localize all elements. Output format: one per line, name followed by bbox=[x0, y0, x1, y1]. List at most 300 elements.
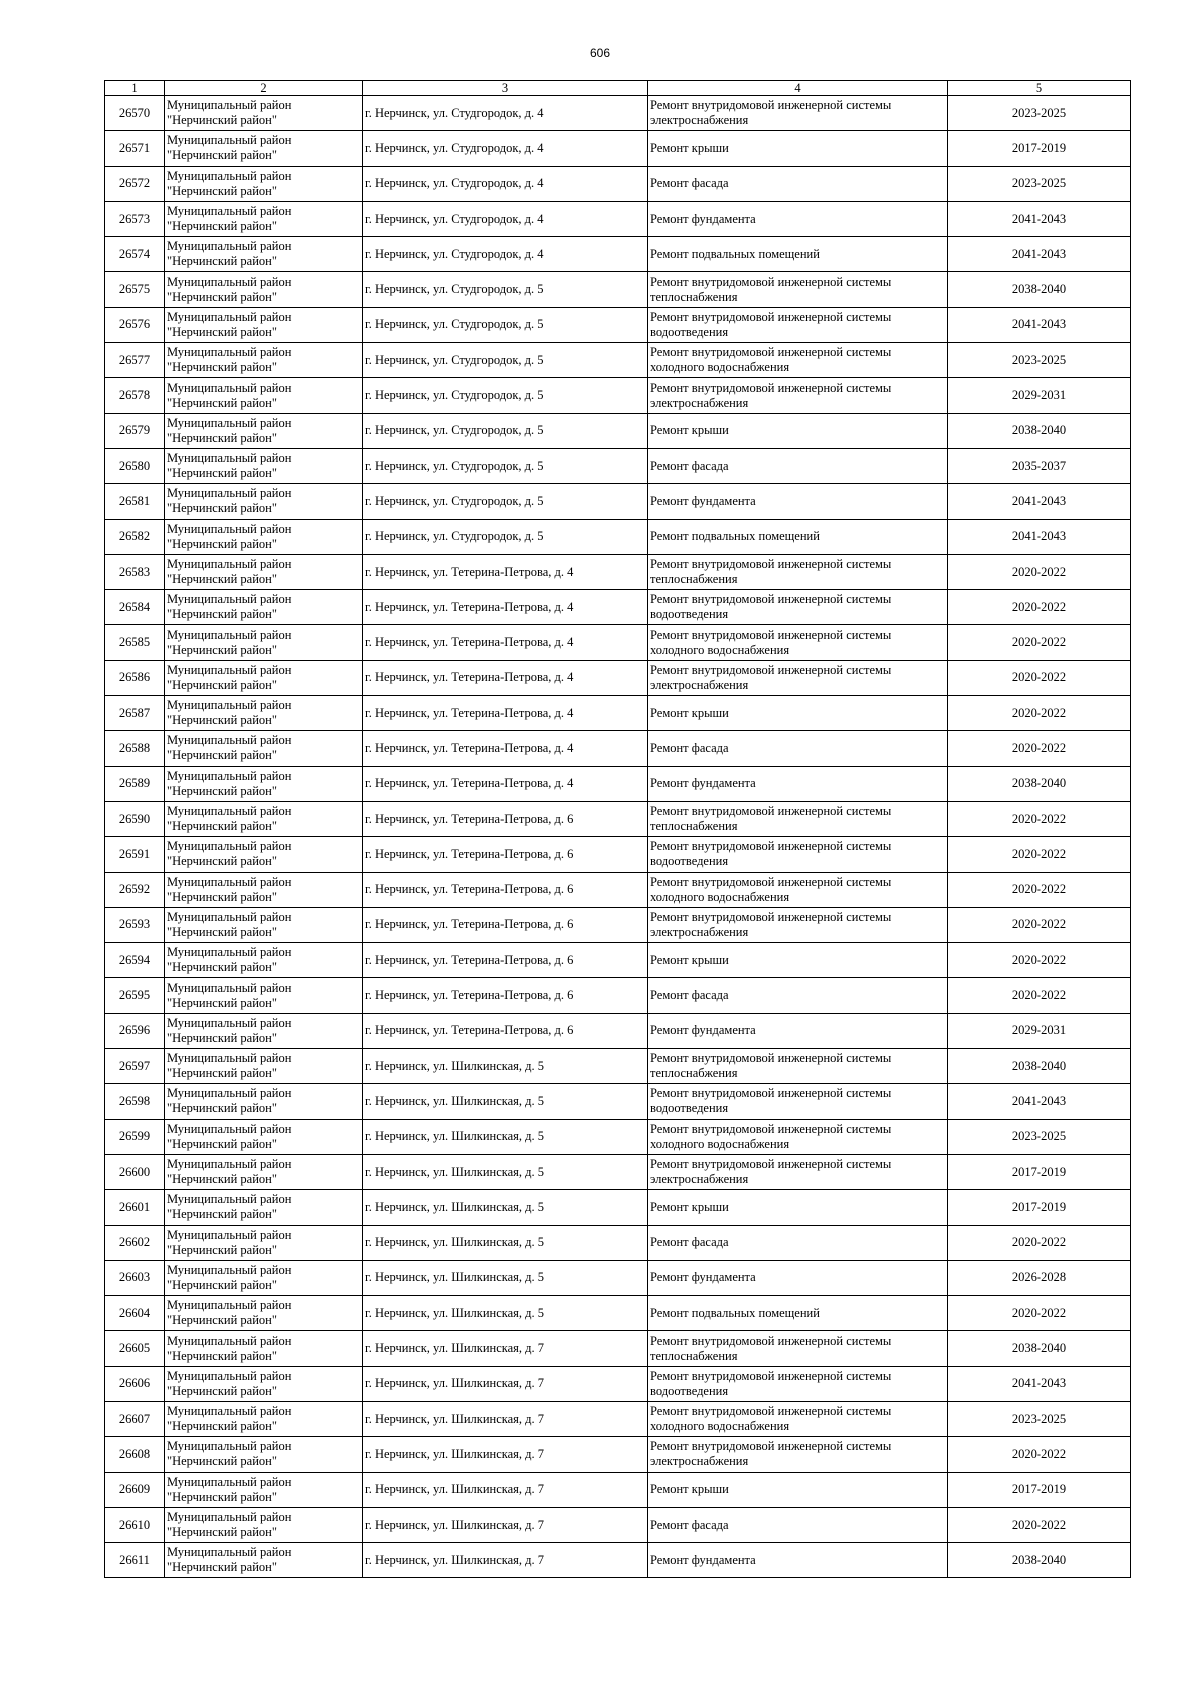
district-cell bbox=[165, 1401, 363, 1436]
period-cell: 2038-2040 bbox=[948, 413, 1131, 448]
row-number-cell: 26585 bbox=[105, 625, 165, 660]
period-cell: 2041-2043 bbox=[948, 201, 1131, 236]
district-cell bbox=[165, 201, 363, 236]
work-type-cell bbox=[648, 1190, 948, 1225]
table-row bbox=[105, 1543, 1131, 1578]
district-line: "Нерчинский район" bbox=[167, 1454, 277, 1469]
district-line: "Нерчинский район" bbox=[167, 113, 277, 128]
row-number-cell: 26599 bbox=[105, 1119, 165, 1154]
district-line: Муниципальный район bbox=[167, 133, 292, 148]
district-cell bbox=[165, 625, 363, 660]
district-cell bbox=[165, 1472, 363, 1507]
district-line: "Нерчинский район" bbox=[167, 1066, 277, 1081]
work-type-cell bbox=[648, 1437, 948, 1472]
district-line: Муниципальный район bbox=[167, 1051, 292, 1066]
address-cell: г. Нерчинск, ул. Тетерина-Петрова, д. 4 bbox=[363, 590, 648, 625]
address-cell: г. Нерчинск, ул. Шилкинская, д. 5 bbox=[363, 1154, 648, 1189]
district-cell bbox=[165, 1543, 363, 1578]
district-cell bbox=[165, 1296, 363, 1331]
district-line: Муниципальный район bbox=[167, 804, 292, 819]
work-type-cell bbox=[648, 1260, 948, 1295]
page-number: 606 bbox=[589, 46, 611, 60]
row-number-cell: 26582 bbox=[105, 519, 165, 554]
address-cell: г. Нерчинск, ул. Тетерина-Петрова, д. 6 bbox=[363, 907, 648, 942]
period-cell: 2035-2037 bbox=[948, 448, 1131, 483]
work-type-line: водоотведения bbox=[650, 854, 729, 869]
row-number-cell: 26596 bbox=[105, 1013, 165, 1048]
address-cell: г. Нерчинск, ул. Тетерина-Петрова, д. 6 bbox=[363, 872, 648, 907]
district-line: Муниципальный район bbox=[167, 309, 292, 324]
work-type-cell bbox=[648, 1507, 948, 1542]
address-cell: г. Нерчинск, ул. Тетерина-Петрова, д. 6 bbox=[363, 943, 648, 978]
work-type-line: Ремонт крыши bbox=[650, 952, 729, 967]
table-row bbox=[105, 1366, 1131, 1401]
district-cell bbox=[165, 1260, 363, 1295]
period-cell: 2038-2040 bbox=[948, 272, 1131, 307]
period-cell: 2020-2022 bbox=[948, 1296, 1131, 1331]
district-line: Муниципальный район bbox=[167, 592, 292, 607]
district-line: "Нерчинский район" bbox=[167, 819, 277, 834]
district-cell bbox=[165, 766, 363, 801]
table-row bbox=[105, 943, 1131, 978]
period-cell: 2029-2031 bbox=[948, 1013, 1131, 1048]
work-type-cell bbox=[648, 872, 948, 907]
district-cell bbox=[165, 696, 363, 731]
district-cell bbox=[165, 272, 363, 307]
district-line: "Нерчинский район" bbox=[167, 466, 277, 481]
district-line: Муниципальный район bbox=[167, 1015, 292, 1030]
district-line: "Нерчинский район" bbox=[167, 1277, 277, 1292]
work-type-line: Ремонт внутридомовой инженерной системы bbox=[650, 1086, 892, 1101]
table-row bbox=[105, 1472, 1131, 1507]
period-cell: 2020-2022 bbox=[948, 1507, 1131, 1542]
table-row bbox=[105, 1401, 1131, 1436]
table-row bbox=[105, 378, 1131, 413]
row-number-cell: 26575 bbox=[105, 272, 165, 307]
work-type-cell bbox=[648, 1401, 948, 1436]
district-line: "Нерчинский район" bbox=[167, 1313, 277, 1328]
work-type-cell bbox=[648, 1119, 948, 1154]
address-cell: г. Нерчинск, ул. Студгородок, д. 5 bbox=[363, 307, 648, 342]
district-line: "Нерчинский район" bbox=[167, 501, 277, 516]
district-cell bbox=[165, 872, 363, 907]
table-row bbox=[105, 1331, 1131, 1366]
district-line: Муниципальный район bbox=[167, 1227, 292, 1242]
district-cell bbox=[165, 1084, 363, 1119]
period-cell: 2029-2031 bbox=[948, 378, 1131, 413]
district-cell bbox=[165, 837, 363, 872]
row-number-cell: 26602 bbox=[105, 1225, 165, 1260]
column-header-2: 2 bbox=[165, 81, 363, 96]
district-cell bbox=[165, 166, 363, 201]
work-type-cell bbox=[648, 907, 948, 942]
work-type-line: Ремонт фасада bbox=[650, 176, 729, 191]
district-line: Муниципальный район bbox=[167, 768, 292, 783]
row-number-cell: 26572 bbox=[105, 166, 165, 201]
district-cell bbox=[165, 801, 363, 836]
work-type-line: Ремонт фасада bbox=[650, 988, 729, 1003]
table-row bbox=[105, 660, 1131, 695]
table-row bbox=[105, 1013, 1131, 1048]
address-cell: г. Нерчинск, ул. Тетерина-Петрова, д. 6 bbox=[363, 1013, 648, 1048]
work-type-cell bbox=[648, 1084, 948, 1119]
period-cell: 2038-2040 bbox=[948, 766, 1131, 801]
district-line: Муниципальный район bbox=[167, 345, 292, 360]
work-type-cell bbox=[648, 731, 948, 766]
district-cell bbox=[165, 1013, 363, 1048]
table-row bbox=[105, 166, 1131, 201]
row-number-cell: 26586 bbox=[105, 660, 165, 695]
district-line: Муниципальный район bbox=[167, 1121, 292, 1136]
address-cell: г. Нерчинск, ул. Шилкинская, д. 5 bbox=[363, 1260, 648, 1295]
work-type-cell bbox=[648, 801, 948, 836]
address-cell: г. Нерчинск, ул. Студгородок, д. 5 bbox=[363, 378, 648, 413]
address-cell: г. Нерчинск, ул. Шилкинская, д. 5 bbox=[363, 1049, 648, 1084]
work-type-cell bbox=[648, 660, 948, 695]
work-type-line: электроснабжения bbox=[650, 113, 749, 128]
address-cell: г. Нерчинск, ул. Тетерина-Петрова, д. 4 bbox=[363, 625, 648, 660]
address-cell: г. Нерчинск, ул. Студгородок, д. 5 bbox=[363, 343, 648, 378]
period-cell: 2038-2040 bbox=[948, 1049, 1131, 1084]
row-number-cell: 26589 bbox=[105, 766, 165, 801]
period-cell: 2041-2043 bbox=[948, 519, 1131, 554]
row-number-cell: 26598 bbox=[105, 1084, 165, 1119]
address-cell: г. Нерчинск, ул. Тетерина-Петрова, д. 4 bbox=[363, 660, 648, 695]
work-type-line: электроснабжения bbox=[650, 924, 749, 939]
work-type-cell bbox=[648, 413, 948, 448]
period-cell: 2023-2025 bbox=[948, 96, 1131, 131]
work-type-line: Ремонт внутридомовой инженерной системы bbox=[650, 1404, 892, 1419]
row-number-cell: 26591 bbox=[105, 837, 165, 872]
district-line: Муниципальный район bbox=[167, 1404, 292, 1419]
work-type-cell bbox=[648, 696, 948, 731]
period-cell: 2020-2022 bbox=[948, 696, 1131, 731]
column-header-1: 1 bbox=[105, 81, 165, 96]
work-type-cell bbox=[648, 590, 948, 625]
address-cell: г. Нерчинск, ул. Шилкинская, д. 7 bbox=[363, 1366, 648, 1401]
address-cell: г. Нерчинск, ул. Студгородок, д. 4 bbox=[363, 201, 648, 236]
period-cell: 2020-2022 bbox=[948, 837, 1131, 872]
district-line: "Нерчинский район" bbox=[167, 783, 277, 798]
district-line: Муниципальный район bbox=[167, 662, 292, 677]
district-line: Муниципальный район bbox=[167, 945, 292, 960]
work-type-cell bbox=[648, 978, 948, 1013]
work-type-cell bbox=[648, 1049, 948, 1084]
period-cell: 2020-2022 bbox=[948, 978, 1131, 1013]
table-row bbox=[105, 131, 1131, 166]
work-type-line: Ремонт внутридомовой инженерной системы bbox=[650, 274, 892, 289]
district-cell bbox=[165, 96, 363, 131]
table-row bbox=[105, 201, 1131, 236]
work-type-line: холодного водоснабжения bbox=[650, 360, 790, 375]
period-cell: 2041-2043 bbox=[948, 237, 1131, 272]
row-number-cell: 26600 bbox=[105, 1154, 165, 1189]
district-cell bbox=[165, 1507, 363, 1542]
district-line: "Нерчинский район" bbox=[167, 1383, 277, 1398]
district-line: Муниципальный район bbox=[167, 1298, 292, 1313]
work-type-cell bbox=[648, 943, 948, 978]
row-number-cell: 26597 bbox=[105, 1049, 165, 1084]
district-line: "Нерчинский район" bbox=[167, 360, 277, 375]
work-type-cell bbox=[648, 166, 948, 201]
address-cell: г. Нерчинск, ул. Тетерина-Петрова, д. 4 bbox=[363, 554, 648, 589]
district-line: "Нерчинский район" bbox=[167, 1348, 277, 1363]
row-number-cell: 26610 bbox=[105, 1507, 165, 1542]
district-cell bbox=[165, 943, 363, 978]
district-line: Муниципальный район bbox=[167, 521, 292, 536]
district-cell bbox=[165, 1119, 363, 1154]
work-type-line: Ремонт подвальных помещений bbox=[650, 246, 820, 261]
district-line: "Нерчинский район" bbox=[167, 536, 277, 551]
period-cell: 2020-2022 bbox=[948, 907, 1131, 942]
district-line: Муниципальный район bbox=[167, 1368, 292, 1383]
address-cell: г. Нерчинск, ул. Студгородок, д. 5 bbox=[363, 413, 648, 448]
district-line: "Нерчинский район" bbox=[167, 1560, 277, 1575]
work-type-cell bbox=[648, 519, 948, 554]
district-line: Муниципальный район bbox=[167, 239, 292, 254]
district-line: "Нерчинский район" bbox=[167, 395, 277, 410]
table-row bbox=[105, 448, 1131, 483]
row-number-cell: 26581 bbox=[105, 484, 165, 519]
district-line: "Нерчинский район" bbox=[167, 1207, 277, 1222]
work-type-line: электроснабжения bbox=[650, 677, 749, 692]
row-number-cell: 26579 bbox=[105, 413, 165, 448]
address-cell: г. Нерчинск, ул. Шилкинская, д. 5 bbox=[363, 1084, 648, 1119]
table-row bbox=[105, 1049, 1131, 1084]
address-cell: г. Нерчинск, ул. Тетерина-Петрова, д. 4 bbox=[363, 731, 648, 766]
work-type-line: электроснабжения bbox=[650, 1172, 749, 1187]
district-cell bbox=[165, 131, 363, 166]
table-row bbox=[105, 96, 1131, 131]
period-cell: 2017-2019 bbox=[948, 131, 1131, 166]
table-row bbox=[105, 1190, 1131, 1225]
district-line: "Нерчинский район" bbox=[167, 148, 277, 163]
district-line: Муниципальный район bbox=[167, 486, 292, 501]
district-line: Муниципальный район bbox=[167, 1439, 292, 1454]
address-cell: г. Нерчинск, ул. Шилкинская, д. 5 bbox=[363, 1190, 648, 1225]
address-cell: г. Нерчинск, ул. Студгородок, д. 5 bbox=[363, 448, 648, 483]
period-cell: 2020-2022 bbox=[948, 590, 1131, 625]
district-line: "Нерчинский район" bbox=[167, 1419, 277, 1434]
table-row bbox=[105, 625, 1131, 660]
work-type-cell bbox=[648, 1472, 948, 1507]
table-row bbox=[105, 554, 1131, 589]
district-line: "Нерчинский район" bbox=[167, 1101, 277, 1116]
period-cell: 2023-2025 bbox=[948, 1119, 1131, 1154]
district-line: Муниципальный район bbox=[167, 557, 292, 571]
district-line: "Нерчинский район" bbox=[167, 1242, 277, 1257]
address-cell: г. Нерчинск, ул. Шилкинская, д. 7 bbox=[363, 1543, 648, 1578]
work-type-line: Ремонт внутридомовой инженерной системы bbox=[650, 909, 892, 924]
work-type-line: Ремонт внутридомовой инженерной системы bbox=[650, 1121, 892, 1136]
row-number-cell: 26578 bbox=[105, 378, 165, 413]
district-line: "Нерчинский район" bbox=[167, 889, 277, 904]
address-cell: г. Нерчинск, ул. Шилкинская, д. 7 bbox=[363, 1507, 648, 1542]
work-type-line: Ремонт внутридомовой инженерной системы bbox=[650, 839, 892, 854]
work-type-line: Ремонт внутридомовой инженерной системы bbox=[650, 662, 892, 677]
work-type-cell bbox=[648, 343, 948, 378]
work-type-cell bbox=[648, 307, 948, 342]
period-cell: 2041-2043 bbox=[948, 1366, 1131, 1401]
district-line: "Нерчинский район" bbox=[167, 854, 277, 869]
table-row bbox=[105, 1437, 1131, 1472]
column-header-5: 5 bbox=[948, 81, 1131, 96]
address-cell: г. Нерчинск, ул. Шилкинская, д. 7 bbox=[363, 1401, 648, 1436]
row-number-cell: 26605 bbox=[105, 1331, 165, 1366]
row-number-cell: 26584 bbox=[105, 590, 165, 625]
district-cell bbox=[165, 660, 363, 695]
district-line: "Нерчинский район" bbox=[167, 324, 277, 339]
period-cell: 2020-2022 bbox=[948, 554, 1131, 589]
district-cell bbox=[165, 307, 363, 342]
work-type-cell bbox=[648, 484, 948, 519]
district-line: "Нерчинский район" bbox=[167, 1489, 277, 1504]
work-type-line: Ремонт фундамента bbox=[650, 1270, 756, 1285]
work-type-line: Ремонт крыши bbox=[650, 1482, 729, 1497]
district-line: "Нерчинский район" bbox=[167, 677, 277, 692]
row-number-cell: 26593 bbox=[105, 907, 165, 942]
district-cell bbox=[165, 343, 363, 378]
work-type-cell bbox=[648, 272, 948, 307]
work-type-line: Ремонт крыши bbox=[650, 1199, 729, 1214]
district-cell bbox=[165, 237, 363, 272]
district-line: Муниципальный район bbox=[167, 733, 292, 748]
district-cell bbox=[165, 378, 363, 413]
work-type-cell bbox=[648, 554, 948, 589]
work-type-line: Ремонт внутридомовой инженерной системы bbox=[650, 98, 892, 113]
district-line: "Нерчинский район" bbox=[167, 607, 277, 622]
address-cell: г. Нерчинск, ул. Тетерина-Петрова, д. 4 bbox=[363, 766, 648, 801]
period-cell: 2020-2022 bbox=[948, 801, 1131, 836]
row-number-cell: 26611 bbox=[105, 1543, 165, 1578]
row-number-cell: 26601 bbox=[105, 1190, 165, 1225]
district-cell bbox=[165, 1437, 363, 1472]
work-type-line: водоотведения bbox=[650, 607, 729, 622]
district-cell bbox=[165, 590, 363, 625]
work-type-line: теплоснабжения bbox=[650, 289, 738, 304]
district-line: Муниципальный район bbox=[167, 415, 292, 430]
work-type-line: теплоснабжения bbox=[650, 819, 738, 834]
table-row bbox=[105, 978, 1131, 1013]
row-number-cell: 26606 bbox=[105, 1366, 165, 1401]
period-cell: 2038-2040 bbox=[948, 1331, 1131, 1366]
work-type-cell bbox=[648, 1013, 948, 1048]
work-type-cell bbox=[648, 1225, 948, 1260]
work-type-line: Ремонт крыши bbox=[650, 140, 729, 155]
address-cell: г. Нерчинск, ул. Тетерина-Петрова, д. 6 bbox=[363, 837, 648, 872]
row-number-cell: 26570 bbox=[105, 96, 165, 131]
work-type-line: водоотведения bbox=[650, 324, 729, 339]
work-type-line: Ремонт подвальных помещений bbox=[650, 529, 820, 544]
district-line: "Нерчинский район" bbox=[167, 254, 277, 269]
work-type-line: Ремонт внутридомовой инженерной системы bbox=[650, 1439, 892, 1454]
work-type-line: холодного водоснабжения bbox=[650, 1136, 790, 1151]
work-type-line: Ремонт фундамента bbox=[650, 776, 756, 791]
table-row bbox=[105, 1225, 1131, 1260]
district-line: Муниципальный район bbox=[167, 1192, 292, 1207]
district-line: Муниципальный район bbox=[167, 98, 292, 113]
address-cell: г. Нерчинск, ул. Студгородок, д. 5 bbox=[363, 519, 648, 554]
table-row bbox=[105, 696, 1131, 731]
row-number-cell: 26590 bbox=[105, 801, 165, 836]
district-cell bbox=[165, 554, 363, 589]
work-type-cell bbox=[648, 237, 948, 272]
work-type-cell bbox=[648, 1296, 948, 1331]
period-cell: 2038-2040 bbox=[948, 1543, 1131, 1578]
district-line: Муниципальный район bbox=[167, 839, 292, 854]
district-line: "Нерчинский район" bbox=[167, 1136, 277, 1151]
table-row bbox=[105, 837, 1131, 872]
work-type-line: теплоснабжения bbox=[650, 1348, 738, 1363]
work-type-line: Ремонт фасада bbox=[650, 1235, 729, 1250]
row-number-cell: 26588 bbox=[105, 731, 165, 766]
table-row bbox=[105, 343, 1131, 378]
period-cell: 2041-2043 bbox=[948, 1084, 1131, 1119]
row-number-cell: 26574 bbox=[105, 237, 165, 272]
row-number-cell: 26583 bbox=[105, 554, 165, 589]
work-type-cell bbox=[648, 766, 948, 801]
table-row bbox=[105, 907, 1131, 942]
work-type-cell bbox=[648, 1331, 948, 1366]
address-cell: г. Нерчинск, ул. Шилкинская, д. 7 bbox=[363, 1437, 648, 1472]
district-line: "Нерчинский район" bbox=[167, 748, 277, 763]
district-line: Муниципальный район bbox=[167, 909, 292, 924]
table-row bbox=[105, 237, 1131, 272]
district-line: "Нерчинский район" bbox=[167, 1030, 277, 1045]
district-line: Муниципальный район bbox=[167, 1545, 292, 1560]
district-line: Муниципальный район bbox=[167, 1157, 292, 1172]
district-cell bbox=[165, 1154, 363, 1189]
work-type-cell bbox=[648, 625, 948, 660]
work-type-line: Ремонт фасада bbox=[650, 1517, 729, 1532]
work-type-line: холодного водоснабжения bbox=[650, 642, 790, 657]
work-type-cell bbox=[648, 378, 948, 413]
row-number-cell: 26577 bbox=[105, 343, 165, 378]
district-cell bbox=[165, 978, 363, 1013]
address-cell: г. Нерчинск, ул. Студгородок, д. 4 bbox=[363, 237, 648, 272]
address-cell: г. Нерчинск, ул. Шилкинская, д. 7 bbox=[363, 1472, 648, 1507]
district-line: "Нерчинский район" bbox=[167, 219, 277, 234]
work-type-line: Ремонт фасада bbox=[650, 740, 729, 755]
address-cell: г. Нерчинск, ул. Студгородок, д. 4 bbox=[363, 131, 648, 166]
period-cell: 2020-2022 bbox=[948, 731, 1131, 766]
district-line: "Нерчинский район" bbox=[167, 1172, 277, 1187]
period-cell: 2026-2028 bbox=[948, 1260, 1131, 1295]
district-cell bbox=[165, 1190, 363, 1225]
table-row bbox=[105, 1154, 1131, 1189]
work-type-line: Ремонт фундамента bbox=[650, 211, 756, 226]
table-row bbox=[105, 484, 1131, 519]
district-line: Муниципальный район bbox=[167, 168, 292, 183]
period-cell: 2017-2019 bbox=[948, 1154, 1131, 1189]
address-cell: г. Нерчинск, ул. Студгородок, д. 5 bbox=[363, 272, 648, 307]
table-row bbox=[105, 766, 1131, 801]
address-cell: г. Нерчинск, ул. Тетерина-Петрова, д. 4 bbox=[363, 696, 648, 731]
address-cell: г. Нерчинск, ул. Тетерина-Петрова, д. 6 bbox=[363, 801, 648, 836]
work-type-line: Ремонт фундамента bbox=[650, 1023, 756, 1038]
table-row bbox=[105, 519, 1131, 554]
work-type-cell bbox=[648, 837, 948, 872]
row-number-cell: 26603 bbox=[105, 1260, 165, 1295]
district-line: "Нерчинский район" bbox=[167, 642, 277, 657]
table-row bbox=[105, 1084, 1131, 1119]
period-cell: 2017-2019 bbox=[948, 1472, 1131, 1507]
period-cell: 2023-2025 bbox=[948, 1401, 1131, 1436]
row-number-cell: 26587 bbox=[105, 696, 165, 731]
column-header-4: 4 bbox=[648, 81, 948, 96]
work-type-line: Ремонт фундамента bbox=[650, 1552, 756, 1567]
district-line: "Нерчинский район" bbox=[167, 713, 277, 728]
